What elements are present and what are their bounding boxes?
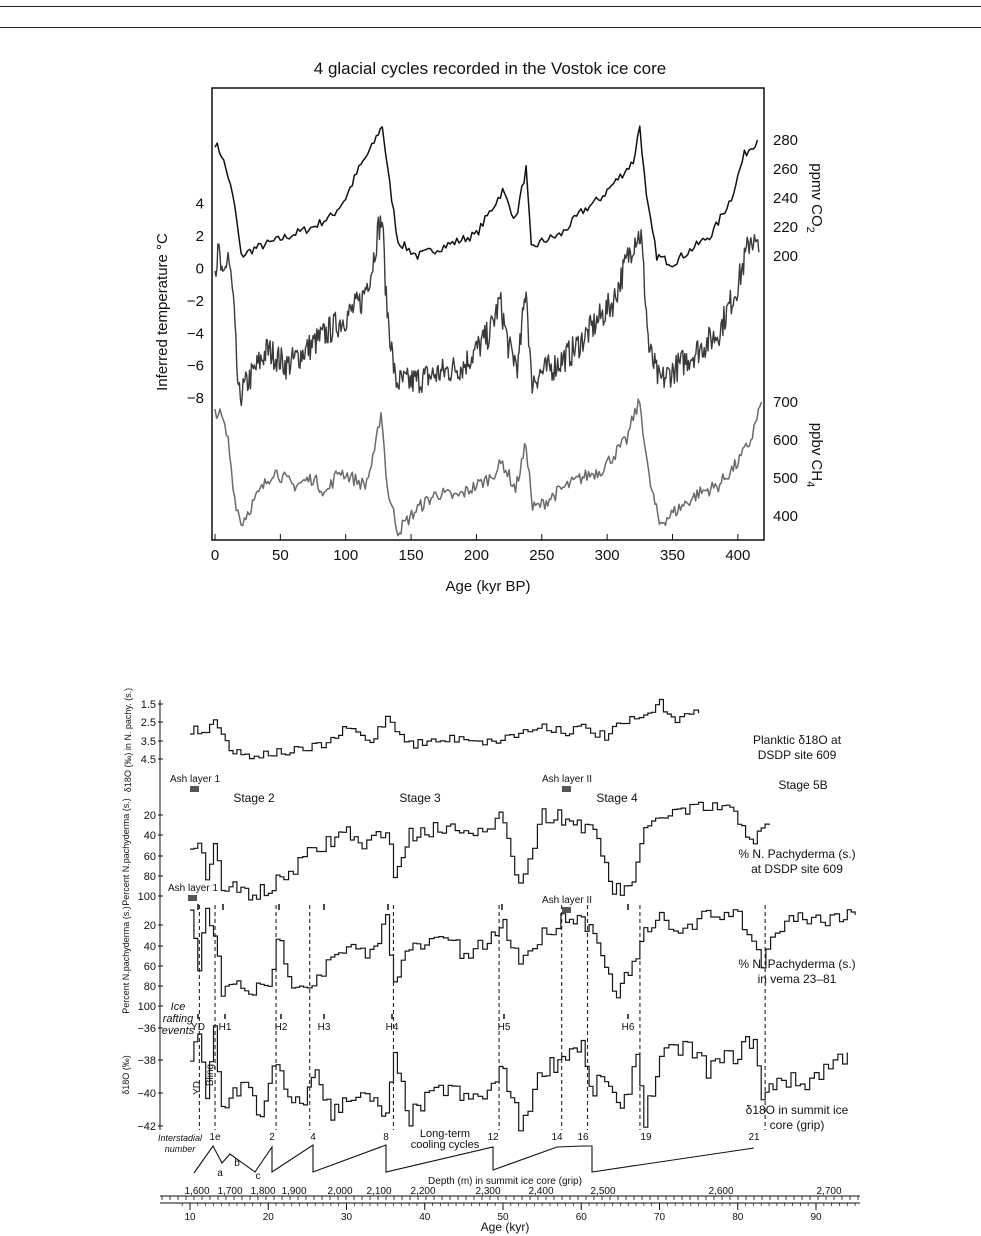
panel-4-caption: core (grip)	[769, 1118, 825, 1132]
depth-tick-label: 1,600	[184, 1186, 210, 1197]
panel-1-tick-label: 3.5	[140, 736, 156, 748]
cooling-cycles-label: Long-term	[419, 1128, 471, 1140]
panel-3-tick-label: 100	[137, 1001, 156, 1013]
age-tick-label: 50	[497, 1212, 509, 1223]
vostok-x-axis-label: Age (kyr BP)	[445, 578, 531, 595]
ash-layer-marker	[562, 907, 571, 913]
ice-rafting-label: Ice	[170, 1001, 186, 1013]
panel-2-caption: at DSDP site 609	[751, 862, 843, 876]
ash-layer-marker	[188, 895, 197, 901]
vostok-ch4-tick-label: 700	[773, 394, 799, 411]
panel-2-caption: % N. Pachyderma (s.)	[738, 847, 856, 861]
vostok-temp-tick-label: 4	[195, 195, 204, 213]
interstadial-number: 2	[269, 1132, 275, 1143]
interstadial-number: 21	[748, 1132, 760, 1143]
vostok-ch4-axis-label: ppbv $CH_4$	[804, 422, 825, 488]
panel-3-tick-label: 40	[143, 941, 156, 953]
panel-3-caption: in vema 23–81	[757, 972, 837, 986]
vostok-x-tick-label: 300	[594, 547, 620, 564]
vostok-co2-axis-label: ppmv $CO_2$	[804, 163, 825, 233]
depth-tick-label: 1,900	[281, 1186, 307, 1197]
panel-1-caption: DSDP site 609	[757, 748, 837, 762]
vostok-x-tick-label: 350	[659, 547, 686, 564]
vostok-series-temperature	[215, 216, 759, 405]
vostok-series-ch4	[215, 399, 761, 535]
panel-2-series	[190, 802, 769, 900]
grip-bling-label: Bling	[205, 1063, 216, 1087]
vostok-temp-tick-label: 2	[195, 228, 204, 246]
vostok-x-tick-label: 400	[725, 547, 751, 564]
depth-tick-label: 2,600	[708, 1186, 734, 1197]
vostok-x-tick-label: 100	[333, 547, 359, 564]
vostok-temp-tick-label: −4	[186, 325, 204, 343]
depth-tick-label: 2,300	[475, 1186, 501, 1197]
panel-1-y-label: δ18O (‰) in N. pachy. (s.)	[123, 687, 133, 793]
panel-3-caption: % N. Pachyderma (s.)	[738, 957, 856, 971]
age-axis-label: Age (kyr)	[480, 1220, 530, 1234]
panel-1-tick-label: 4.5	[140, 754, 156, 766]
age-tick-label: 60	[575, 1212, 587, 1223]
interstadial-number: 12	[487, 1132, 499, 1143]
heinrich-label: H5	[497, 1022, 511, 1033]
panel-2-tick-label: 100	[137, 891, 156, 903]
vostok-x-tick-label: 50	[272, 547, 289, 564]
heinrich-label: H1	[218, 1022, 232, 1033]
interstadial-number: 4	[310, 1132, 316, 1143]
ice-rafting-label: events	[161, 1025, 195, 1037]
panel-1-tick-label: 1.5	[140, 699, 156, 711]
vostok-co2-tick-label: 220	[773, 219, 799, 236]
vostok-co2-tick-label: 280	[773, 132, 799, 149]
vostok-temp-tick-label: −6	[186, 357, 204, 375]
vostok-temp-tick-label: 0	[195, 260, 204, 278]
depth-tick-label: 2,100	[366, 1186, 392, 1197]
age-tick-label: 20	[262, 1212, 274, 1223]
interstadial-number: 14	[551, 1132, 563, 1143]
depth-axis-label: Depth (m) in summit ice core (grip)	[428, 1176, 582, 1187]
panel-2-tick-label: 60	[143, 851, 156, 863]
heinrich-label: H6	[621, 1022, 635, 1033]
interstadial-sub-letter: c	[255, 1171, 261, 1182]
vostok-x-tick-label: 250	[529, 547, 555, 564]
panel-2-tick-label: 20	[143, 810, 156, 822]
stage-label: Stage 2	[233, 791, 275, 805]
ash-layer-marker	[190, 786, 199, 792]
depth-tick-label: 2,400	[528, 1186, 554, 1197]
panel-4-tick-label: −38	[137, 1055, 156, 1067]
cooling-cycles-label: cooling cycles	[410, 1139, 480, 1151]
heinrich-label: H4	[385, 1022, 399, 1033]
interstadial-sub-letter: b	[234, 1158, 240, 1169]
panel-4-tick-label: −42	[137, 1121, 156, 1133]
stage-label: Stage 5B	[778, 778, 828, 792]
ash-layer-label: Ash layer II	[541, 774, 593, 785]
vostok-chart	[187, 126, 798, 564]
age-tick-label: 80	[732, 1212, 744, 1223]
panel-2-tick-label: 40	[143, 830, 156, 842]
panel-3-y-label: Percent N.pachyderma (s.)	[121, 906, 131, 1014]
vostok-co2-tick-label: 240	[773, 190, 799, 207]
interstadial-number: 1e	[209, 1132, 221, 1143]
vostok-temp-tick-label: −2	[186, 292, 204, 310]
depth-tick-label: 2,000	[327, 1186, 353, 1197]
depth-tick-label: 2,700	[816, 1186, 842, 1197]
panel-4-y-label: δ18O (‰)	[121, 1055, 131, 1095]
age-tick-label: 70	[653, 1212, 666, 1223]
age-tick-label: 30	[340, 1212, 353, 1223]
depth-tick-label: 2,500	[590, 1186, 616, 1197]
panel-1-series	[190, 700, 699, 759]
vostok-x-tick-label: 200	[463, 547, 489, 564]
interstadial-number: 19	[640, 1132, 652, 1143]
vostok-ch4-tick-label: 500	[773, 470, 799, 487]
interstadial-number: 8	[383, 1132, 389, 1143]
panel-3-tick-label: 80	[143, 981, 156, 993]
heinrich-label: H3	[317, 1022, 331, 1033]
vostok-series-co2	[215, 126, 758, 267]
ash-layer-label: Ash layer II	[541, 895, 593, 906]
panel-1-caption: Planktic δ18O at	[752, 733, 842, 747]
heinrich-label: YD	[191, 1022, 205, 1033]
vostok-x-tick-label: 150	[398, 547, 424, 564]
age-tick-label: 40	[419, 1212, 431, 1223]
depth-tick-label: 1,700	[217, 1186, 243, 1197]
age-tick-label: 10	[184, 1212, 196, 1223]
vostok-plot-frame	[212, 88, 764, 540]
vostok-co2-tick-label: 200	[773, 248, 799, 265]
depth-tick-label: 1,800	[250, 1186, 276, 1197]
north-atlantic-chart	[121, 688, 860, 1223]
interstadial-label: number	[164, 1144, 196, 1154]
stage-label: Stage 3	[399, 791, 441, 805]
vostok-co2-tick-label: 260	[773, 161, 799, 178]
interstadial-sub-letter: a	[217, 1168, 223, 1179]
stage-label: Stage 4	[596, 791, 638, 805]
panel-3-series	[190, 908, 855, 997]
ash-layer-label: Ash layer 1	[169, 774, 221, 785]
ice-rafting-label: rafting	[162, 1013, 194, 1025]
panel-2-y-label: Percent N.pachyderma (s.)	[121, 798, 131, 906]
vostok-title: 4 glacial cycles recorded in the Vostok ice core	[313, 59, 667, 78]
panel-4-tick-label: −36	[137, 1023, 156, 1035]
panel-1-tick-label: 2.5	[140, 717, 156, 729]
panel-3-tick-label: 60	[143, 961, 156, 973]
depth-tick-label: 2,200	[410, 1186, 436, 1197]
vostok-temp-tick-label: −8	[186, 390, 204, 408]
age-tick-label: 90	[810, 1212, 822, 1223]
grip-yd-label: YD	[192, 1081, 203, 1095]
vostok-temperature-axis-label: Inferred temperature °C	[154, 233, 171, 391]
panel-4-caption: δ18O in summit ice	[745, 1103, 849, 1117]
vostok-ch4-tick-label: 600	[773, 432, 799, 449]
interstadial-number: 16	[577, 1132, 589, 1143]
interstadial-label: Interstadial	[157, 1133, 203, 1143]
ash-layer-marker	[562, 786, 571, 792]
vostok-ch4-tick-label: 400	[773, 508, 799, 525]
vostok-x-tick-label: 0	[210, 547, 220, 564]
ash-layer-label: Ash layer 1	[167, 883, 219, 894]
heinrich-label: H2	[274, 1022, 288, 1033]
panel-4-tick-label: −40	[137, 1088, 156, 1100]
panel-3-tick-label: 20	[143, 920, 156, 932]
panel-2-tick-label: 80	[143, 871, 156, 883]
